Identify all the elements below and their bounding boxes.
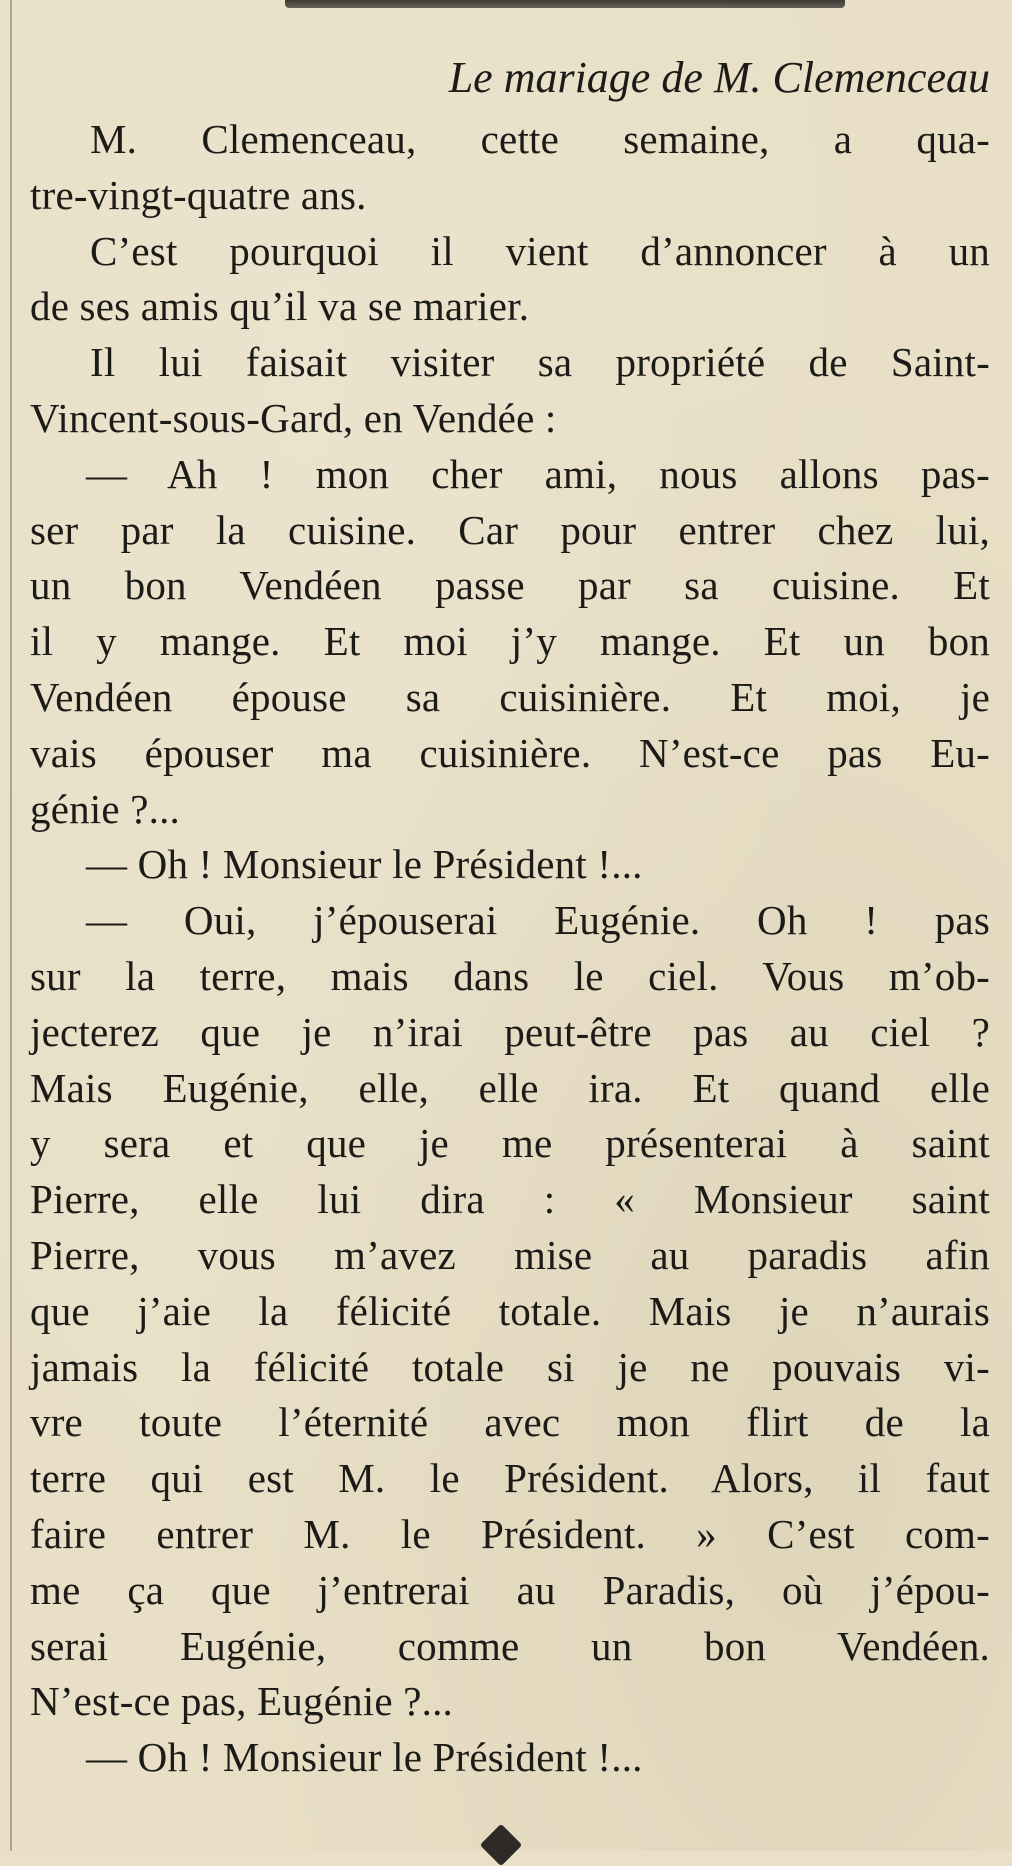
- text-line: génie ?...: [30, 785, 180, 832]
- text-line: ser par la cuisine. Car pour entrer chez lui,: [30, 506, 990, 553]
- text-line: vre toute l’éternité avec mon flirt de la: [30, 1399, 990, 1446]
- bottom-ornament: [480, 1824, 522, 1866]
- text-line: — Oh ! Monsieur le Président !...: [86, 1734, 643, 1781]
- article-title: Le mariage de M. Clemenceau: [448, 53, 990, 102]
- text-line: sur la terre, mais dans le ciel. Vous m’ob-: [30, 952, 990, 999]
- top-ornament-rule: [285, 0, 845, 8]
- text-line: Il lui faisait visiter sa propriété de Saint-: [90, 339, 990, 386]
- text-line: terre qui est M. le Président. Alors, il faut: [30, 1455, 990, 1502]
- text-line: Vendéen épouse sa cuisinière. Et moi, je: [30, 673, 990, 720]
- text-line: C’est pourquoi il vient d’annoncer à un: [90, 227, 990, 274]
- text-line: Vincent-sous-Gard, en Vendée :: [30, 394, 557, 441]
- text-line: N’est-ce pas, Eugénie ?...: [30, 1678, 453, 1725]
- text-line: il y mange. Et moi j’y mange. Et un bon: [30, 618, 990, 665]
- text-line: Mais Eugénie, elle, elle ira. Et quand elle: [30, 1064, 990, 1111]
- text-line: Pierre, elle lui dira : « Monsieur saint: [30, 1176, 990, 1223]
- text-line: tre-vingt-quatre ans.: [30, 171, 367, 218]
- text-line: vais épouser ma cuisinière. N’est-ce pas Eu-: [30, 729, 990, 776]
- text-line: me ça que j’entrerai au Paradis, où j’épou-: [30, 1566, 990, 1613]
- text-line: un bon Vendéen passe par sa cuisine. Et: [30, 562, 990, 609]
- text-line: — Oui, j’épouserai Eugénie. Oh ! pas: [86, 897, 990, 944]
- text-line: jecterez que je n’irai peut-être pas au ciel ?: [30, 1008, 990, 1055]
- text-line: M. Clemenceau, cette semaine, a qua-: [90, 116, 990, 162]
- article-body: [30, 112, 990, 1786]
- text-line: de ses amis qu’il va se marier.: [30, 283, 530, 330]
- text-line: serai Eugénie, comme un bon Vendéen.: [30, 1622, 990, 1669]
- text-line: faire entrer M. le Président. » C’est com-: [30, 1510, 990, 1557]
- text-line: Pierre, vous m’avez mise au paradis afin: [30, 1231, 990, 1278]
- text-line: y sera et que je me présenterai à saint: [30, 1120, 990, 1167]
- text-line: jamais la félicité totale si je ne pouvais vi-: [30, 1343, 990, 1390]
- text-line: — Ah ! mon cher ami, nous allons pas-: [86, 450, 990, 497]
- column-rule: [10, 0, 12, 1851]
- text-line: que j’aie la félicité totale. Mais je n’aurais: [30, 1287, 990, 1334]
- text-line: — Oh ! Monsieur le Président !...: [86, 841, 643, 888]
